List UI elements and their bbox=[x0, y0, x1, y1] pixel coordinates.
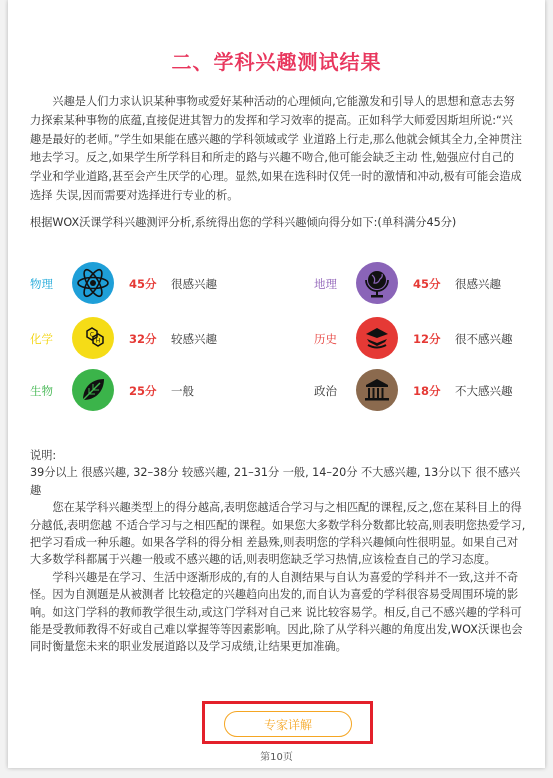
subject-level: 一般 bbox=[171, 384, 194, 398]
subject-chemistry bbox=[30, 317, 250, 361]
intro-paragraph: 兴趣是人们力求认识某种事物或爱好某种活动的心理倾向,它能激发和引导人的思想和意志去努力探索某种事物的底蕴,直接促进其智力的发挥和学习效率的提高。正如科学大师爱因斯坦所说:“兴趣是最好的老师。”学生如果能在感兴趣的学科领域或学 业道路上行走,那么他就会倾其全力,全神贯注地去学习。反之,如果学生所学科目和所走的路与兴趣不吻合,他可能会缺乏主动 性,勉强应付自己的学业和学业道路,甚至会产生厌学的心理。显然,如果在选科时仅凭一时的激情和冲动,极有可能会造成选择 失误,因而需要对选择进行专业的析。 bbox=[30, 95, 522, 202]
subject-score: 25分 bbox=[129, 384, 157, 398]
subject-score: 32分 bbox=[129, 332, 157, 346]
subject-level: 不大感兴趣 bbox=[455, 384, 513, 398]
svg-text:H: H bbox=[95, 337, 101, 345]
subject-score: 45分 bbox=[413, 277, 441, 291]
notes-section bbox=[30, 447, 528, 656]
globe-icon bbox=[356, 262, 398, 304]
subject-level: 很不感兴趣 bbox=[455, 332, 513, 346]
expert-detail-button[interactable]: 专家详解 bbox=[224, 711, 352, 737]
subject-score: 18分 bbox=[413, 384, 441, 398]
history-icon bbox=[356, 317, 398, 359]
subject-politics bbox=[314, 369, 534, 413]
subject-name: 历史 bbox=[314, 332, 337, 346]
page-number: 第10页 bbox=[260, 752, 293, 763]
chemistry-icon bbox=[72, 317, 114, 359]
subject-level: 很感兴趣 bbox=[171, 277, 217, 291]
notes-paragraph-2: 学科兴趣是在学习、生活中逐渐形成的,有的人自测结果与自认为喜爱的学科并不一致,这并不奇怪。因为自测题是从被测者 比较稳定的兴趣趋向出发的,而自认为喜爱的学科很容易受周围环境的影响。如这门学科的教师教学很生动,或这门学科对自己来 说比较容易学。相反,自己不感兴趣的学科可能是受教师教得不好或自己难以掌握等等因素影响。因此,除了从学科兴趣的角度出发,WOX沃课也会同时衡量您未来的职业发展道路以及学习成绩,让结果更加准确。 bbox=[30, 570, 523, 654]
analysis-line: 根据WOX沃课学科兴趣测评分析,系统得出您的学科兴趣倾向得分如下:(单科满分45分) bbox=[30, 216, 457, 229]
notes-heading: 说明: bbox=[30, 449, 57, 462]
page-title: 二、学科兴趣测试结果 bbox=[171, 50, 382, 74]
document-page bbox=[8, 0, 545, 768]
subject-name: 物理 bbox=[30, 277, 53, 291]
subject-name: 化学 bbox=[30, 332, 53, 346]
subject-geography bbox=[314, 262, 534, 306]
subject-name: 地理 bbox=[314, 277, 337, 291]
notes-scale: 39分以上 很感兴趣, 32–38分 较感兴趣, 21–31分 一般, 14–20分 不大感兴趣, 13分以下 很不感兴趣 bbox=[30, 466, 521, 497]
building-icon bbox=[356, 369, 398, 411]
atom-icon bbox=[72, 262, 114, 304]
subject-level: 很感兴趣 bbox=[455, 277, 501, 291]
svg-text:C: C bbox=[89, 331, 95, 339]
subject-history bbox=[314, 317, 534, 361]
subject-name: 生物 bbox=[30, 384, 53, 398]
subject-biology bbox=[30, 369, 250, 413]
subject-name: 政治 bbox=[314, 384, 337, 398]
subject-score: 45分 bbox=[129, 277, 157, 291]
subject-score: 12分 bbox=[413, 332, 441, 346]
notes-paragraph-1: 您在某学科兴趣类型上的得分越高,表明您越适合学习与之相匹配的课程,反之,您在某科目上的得分越低,表明您越 不适合学习与之相匹配的课程。如果您大多数学科分数都比较高,则表明您热爱学习,把学习看成一种乐趣。如果各学科的得分相 差悬殊,则表明您的学科兴趣倾向性很明显。如果自己对大多数学科都属于兴趣一般或不感兴趣的话,则表明您缺乏学习热情,应该检查自己的学习态度。 bbox=[30, 501, 526, 567]
subject-level: 较感兴趣 bbox=[171, 332, 217, 346]
leaf-icon bbox=[72, 369, 114, 411]
subject-physics bbox=[30, 262, 250, 306]
